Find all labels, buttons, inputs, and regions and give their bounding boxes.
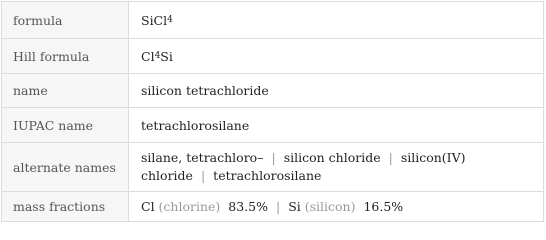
table-row xyxy=(2,142,543,191)
table-row xyxy=(2,107,543,142)
row-label-name: name xyxy=(2,74,129,107)
row-label-alternate-names: alternate names xyxy=(2,143,129,191)
separator: | xyxy=(388,150,393,165)
element-name: (chlorine) xyxy=(158,199,221,214)
hill-formula-part-2: Si xyxy=(160,48,173,64)
element-symbol: Cl xyxy=(141,199,155,214)
row-label-iupac-name: IUPAC name xyxy=(2,108,129,142)
table-row xyxy=(2,73,543,107)
element-symbol: Si xyxy=(288,199,301,214)
alternate-name: silicon chloride xyxy=(283,150,381,165)
row-value-alternate-names xyxy=(129,143,543,191)
element-percent: 83.5% xyxy=(228,199,268,214)
alternate-name: silicon(IV) xyxy=(400,150,466,165)
properties-table xyxy=(1,1,544,222)
element-name: (silicon) xyxy=(304,199,356,214)
row-value-name: silicon tetrachloride xyxy=(141,83,269,98)
row-value-formula: SiCl 4 xyxy=(141,12,173,28)
row-label-formula: formula xyxy=(2,2,129,38)
table-row xyxy=(2,2,543,38)
row-label-mass-fractions: mass fractions xyxy=(2,192,129,221)
table-row xyxy=(2,191,543,221)
separator: | xyxy=(275,199,281,214)
row-value-mass-fractions xyxy=(129,192,543,221)
row-label-hill-formula: Hill formula xyxy=(2,39,129,73)
separator: | xyxy=(271,150,276,165)
row-value-hill-formula: Cl 4 Si xyxy=(141,48,173,64)
formula-base: SiCl xyxy=(141,12,168,28)
row-value-iupac-name: tetrachlorosilane xyxy=(141,117,250,133)
table-row xyxy=(2,38,543,73)
alternate-name: silane, tetrachloro– xyxy=(141,150,264,165)
element-percent: 16.5% xyxy=(363,199,404,214)
separator: | xyxy=(200,168,206,183)
hill-formula-part-1: Cl xyxy=(141,48,155,64)
alternate-name: chloride xyxy=(141,168,193,183)
alternate-name: tetrachlorosilane xyxy=(213,168,322,183)
